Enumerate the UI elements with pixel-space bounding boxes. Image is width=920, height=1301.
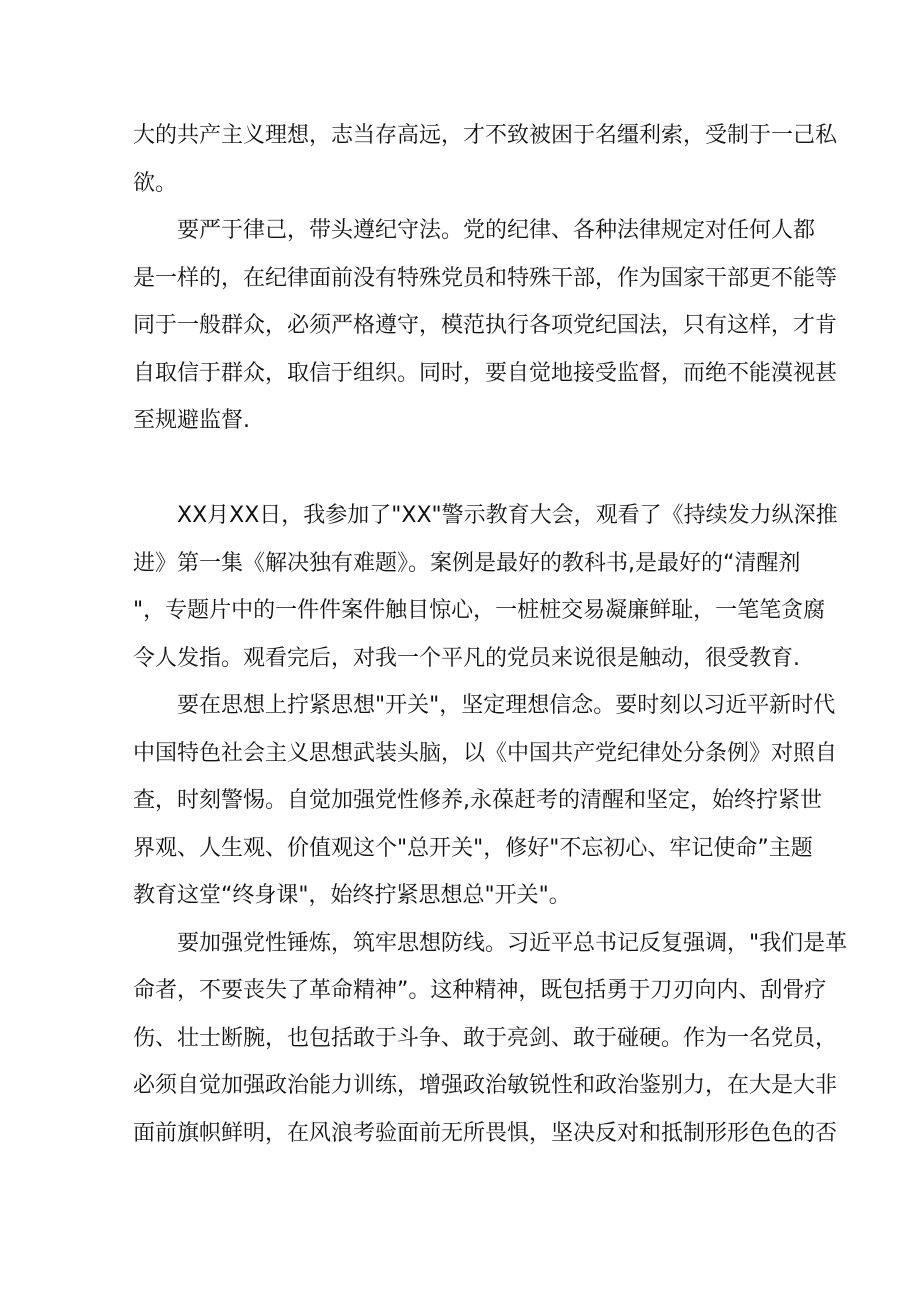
paragraph-thought-switch — [133, 682, 838, 920]
document-body — [133, 112, 848, 1157]
text-line: 至规避监督. — [133, 408, 250, 433]
text-line: 是一样的，在纪律面前没有特殊党员和特殊干部，作为国家干部更不能等 — [133, 265, 838, 291]
text-line: 伤、壮士断腕，也包括敢于斗争、敢于亮剑、敢于碰硬。作为一名党员， — [133, 1025, 838, 1051]
text-line: 命者，不要丧失了革命精神”。这种精神，既包括勇于刀刃向内、刮骨疗 — [133, 978, 827, 1003]
paragraph-ideal — [133, 112, 838, 207]
text-line: 要在思想上拧紧思想"开关"，坚定理想信念。要时刻以习近平新时代 — [177, 693, 836, 718]
text-line: 自取信于群众，取信于组织。同时，要自觉地接受监督，而绝不能漠视甚 — [133, 360, 838, 386]
text-line: 必须自觉加强政治能力训练，增强政治敏锐性和政治鉴别力，在大是大非 — [133, 1073, 838, 1098]
text-line: 查，时刻警惕。自觉加强党性修养,永葆赶考的清醒和坚定，始终拧紧世 — [133, 788, 822, 813]
paragraph-party-spirit — [133, 920, 848, 1158]
text-line: "，专题片中的一件件案件触目惊心，一桩桩交易凝廉鲜耻，一笔笔贪腐 — [133, 598, 826, 623]
text-line: 大的共产主义理想，志当存高远，才不致被困于名缰利索，受制于一己私 — [133, 123, 838, 148]
text-line: 教育这堂“终身课"，始终拧紧思想总"开关"。 — [133, 883, 571, 908]
text-line: 欲。 — [133, 170, 178, 196]
paragraph-gap — [133, 445, 793, 493]
text-line: 要严于律己，带头遵纪守法。党的纪律、各种法律规定对任何人都 — [177, 218, 816, 243]
text-line: 中国特色社会主义思想武装头脑，以《中国共产党纪律处分条例》对照自 — [133, 740, 838, 766]
text-line: 同于一般群众，必须严格遵守，模范执行各项党纪国法，只有这样，才肯 — [133, 313, 838, 338]
text-line: 面前旗帜鲜明，在风浪考验面前无所畏惧，坚决反对和抵制形形色色的否 — [133, 1120, 838, 1146]
text-line: 令人发指。观看完后，对我一个平凡的党员来说很是触动，很受教育. — [133, 645, 800, 671]
text-line: 界观、人生观、价值观这个"总开关"，修好"不忘初心、牢记使命”主题 — [133, 835, 813, 861]
text-line: 要加强党性锤炼，筑牢思想防线。习近平总书记反复强调，"我们是革 — [177, 930, 848, 956]
paragraph-discipline — [133, 207, 838, 445]
text-line: XX月XX日，我参加了"XX"警示教育大会，观看了《持续发力纵深推 — [177, 503, 838, 528]
text-line: 进》第一集《解决独有难题》。案例是最好的教科书,是最好的“清醒剂 — [133, 550, 801, 576]
paragraph-warning-education — [133, 492, 838, 682]
